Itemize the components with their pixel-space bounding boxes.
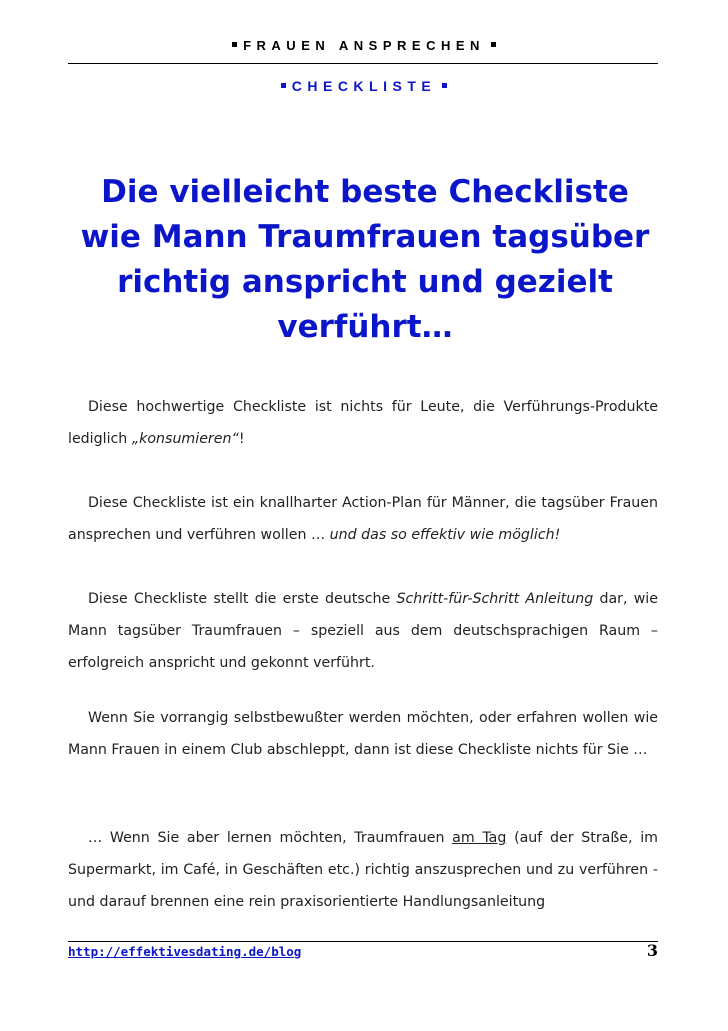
paragraph-1: [68, 391, 658, 455]
section-header: [0, 78, 728, 94]
paragraph-text: dar, wie Mann tagsüber Traumfrauen – speziell aus dem deutschsprachigen Raum – erfolgreich anspricht und gekonnt verführt.: [68, 591, 658, 671]
paragraph-text: Diese hochwertige Checkliste ist nichts für Leute, die Verführungs-Produkte lediglich: [68, 399, 658, 447]
footer-link[interactable]: http://effektivesdating.de/blog: [68, 944, 302, 959]
bullet-icon: [232, 42, 237, 47]
running-header: [0, 38, 728, 53]
running-header-label: FRAUEN ANSPRECHEN: [243, 38, 485, 53]
paragraph-text: Diese Checkliste ist ein knallharter Action-Plan für Männer, die tagsüber Frauen ansprechen und verführen wollen …: [68, 495, 658, 543]
paragraph-4: [68, 702, 658, 766]
paragraph-3: [68, 583, 658, 679]
footer-divider: [68, 941, 658, 942]
page-number: 3: [646, 941, 658, 960]
page-title: Die vielleicht beste Checkliste wie Mann Traumfrauen tagsüber richtig anspricht und gezielt verführt…: [80, 174, 650, 345]
paragraph-5: [68, 822, 658, 918]
header-divider: [68, 63, 658, 64]
bullet-icon: [281, 83, 286, 88]
paragraph-emphasis: und das so effektiv wie möglich!: [329, 527, 561, 543]
paragraph-text: … Wenn Sie aber lernen möchten, Traumfrauen: [88, 830, 453, 846]
bullet-icon: [491, 42, 496, 47]
paragraph-emphasis: Schritt-für-Schritt Anleitung: [396, 591, 594, 607]
paragraph-2: [68, 487, 658, 551]
paragraph-text: !: [238, 431, 245, 447]
paragraph-underline: am Tag: [452, 830, 507, 846]
paragraph-text: Diese Checkliste stellt die erste deutsche: [88, 591, 397, 607]
paragraph-text: (auf der Straße, im Supermarkt, im Café, in Geschäften etc.) richtig anszusprechen und zu verführen - und darauf brennen eine rein praxisorientierte Handlungsanleitung: [68, 830, 658, 910]
paragraph-text: Wenn Sie vorrangig selbstbewußter werden möchten, oder erfahren wollen wie Mann Frauen in einem Club abschleppt, dann ist diese Checkliste nichts für Sie …: [68, 710, 658, 758]
section-header-label: CHECKLISTE: [291, 78, 437, 94]
bullet-icon: [442, 83, 447, 88]
paragraph-emphasis: „konsumieren“: [131, 431, 239, 447]
